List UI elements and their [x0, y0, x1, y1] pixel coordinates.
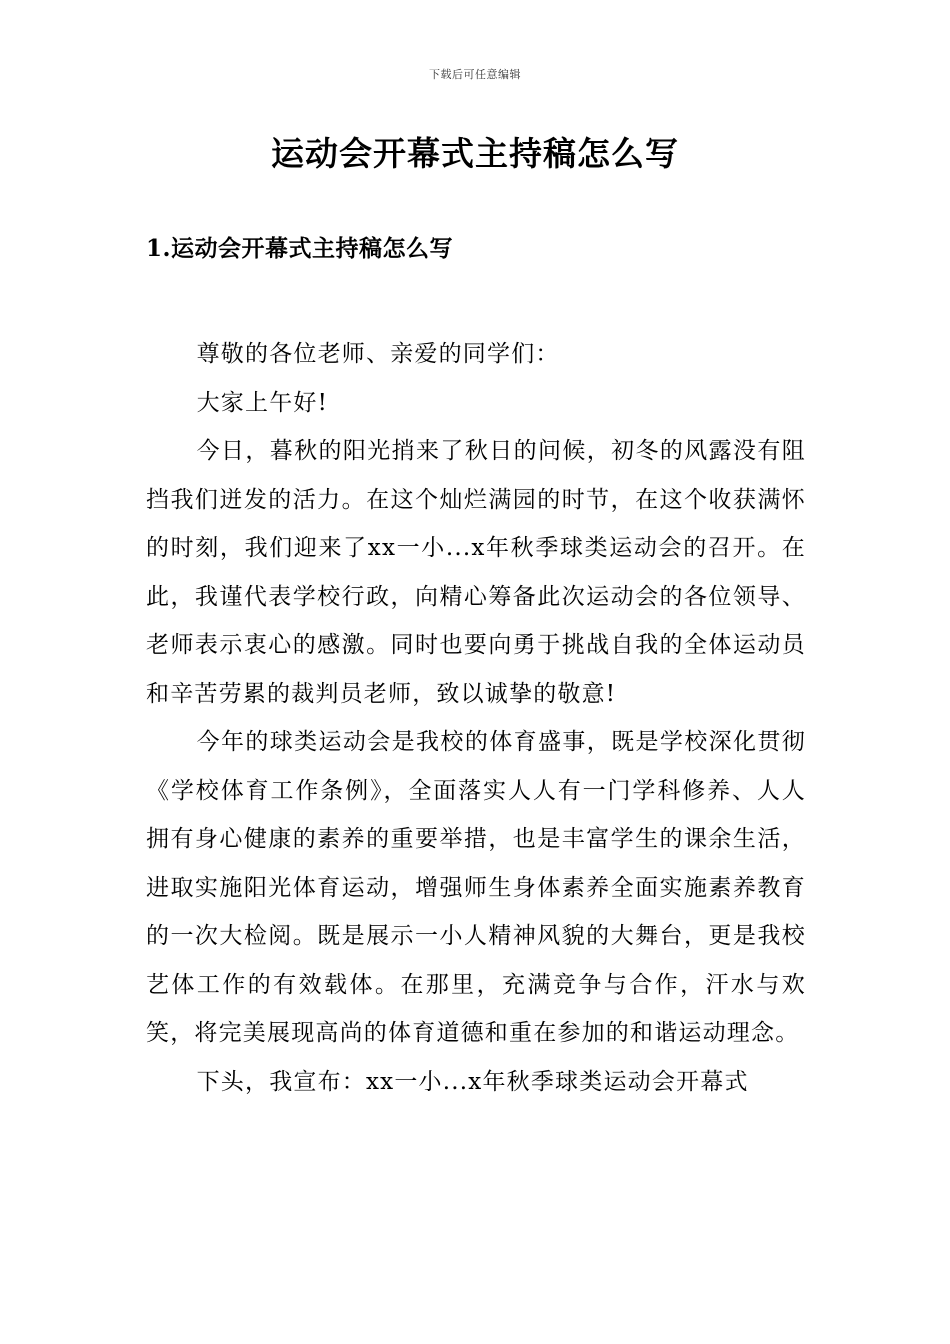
paragraph-significance: 今年的球类运动会是我校的体育盛事，既是学校深化贯彻《学校体育工作条例》，全面落实人人有一门学科修养、人人拥有身心健康的素养的重要举措，也是丰富学生的课余生活，进取实施阳光体育运动，增强师生身体素养全面实施素养教育的一次大检阅。既是展示一小人精神风貌的大舞台，更是我校艺体工作的有效载体。在那里，充满竞争与合作，汗水与欢笑，将完美展现高尚的体育道德和重在参加的和谐运动理念。: [146, 729, 806, 1046]
paragraph-announcement: 下头，我宣布：xx一小...x年秋季球类运动会开幕式: [196, 1068, 749, 1095]
section-heading: 1.运动会开幕式主持稿怎么写: [146, 235, 454, 262]
body-text: [146, 330, 806, 1106]
document-title: 运动会开幕式主持稿怎么写: [271, 134, 679, 173]
paragraph-opening: 今日，暮秋的阳光捎来了秋日的问候，初冬的风露没有阻挡我们迸发的活力。在这个灿烂满园的时节，在这个收获满怀的时刻，我们迎来了xx一小...x年秋季球类运动会的召开。在此，我谨代表学校行政，向精心筹备此次运动会的各位领导、老师表示衷心的感激。同时也要向勇于挑战自我的全体运动员和辛苦劳累的裁判员老师，致以诚挚的敬意!: [146, 438, 806, 707]
header-note: 下载后可任意编辑: [429, 68, 521, 81]
paragraph-greeting: 大家上午好!: [196, 389, 329, 416]
paragraph-salutation: 尊敬的各位老师、亲爱的同学们：: [196, 341, 560, 367]
